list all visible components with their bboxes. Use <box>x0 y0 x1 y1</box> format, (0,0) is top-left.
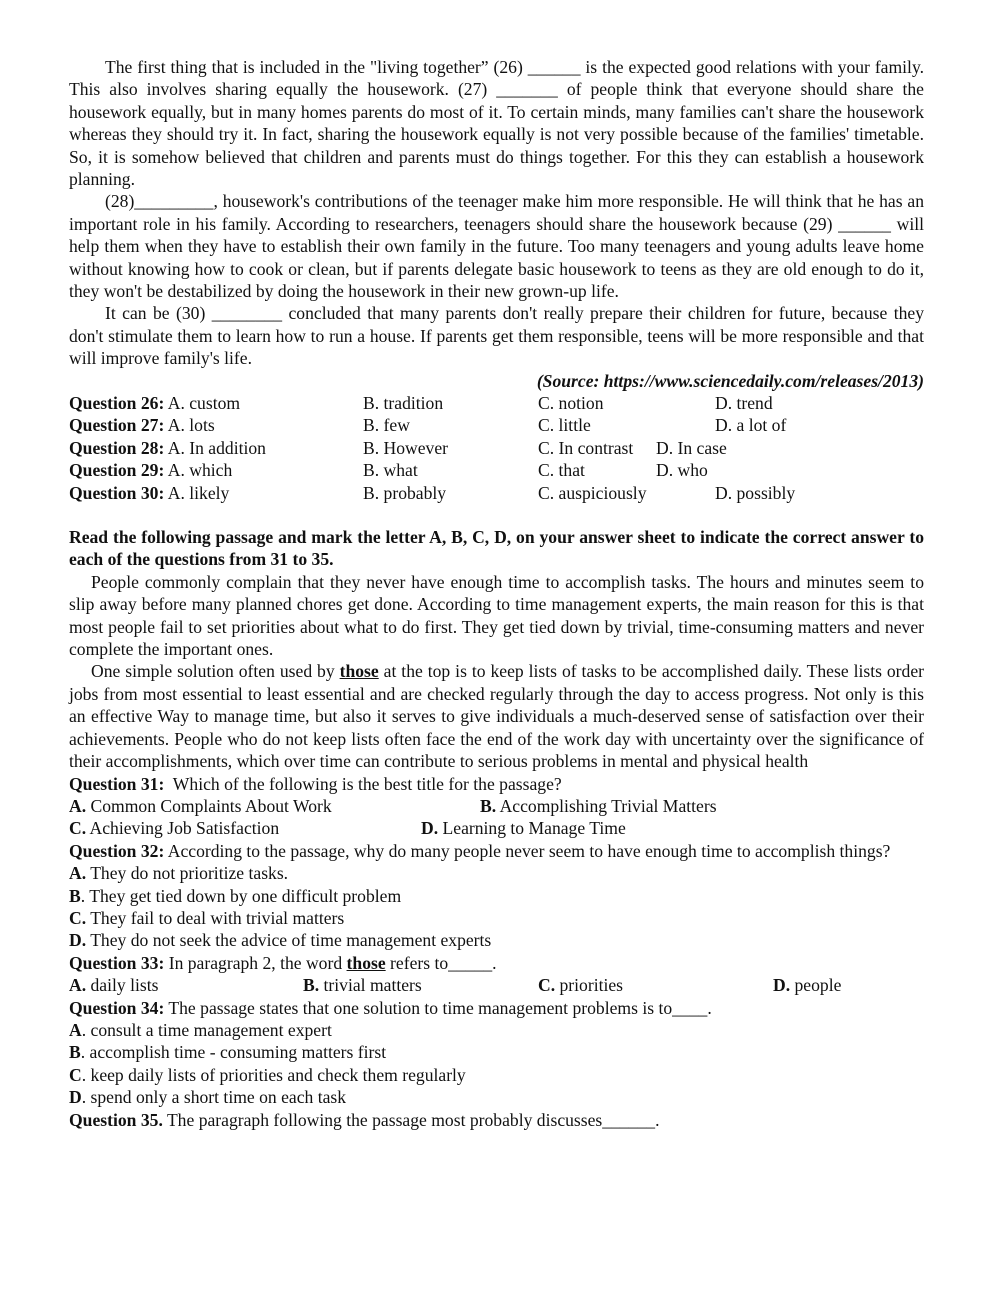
option-a[interactable]: A. which <box>167 460 233 481</box>
option-d[interactable]: D. trend <box>715 393 773 414</box>
option-a[interactable]: A. lots <box>167 415 215 436</box>
option-letter: B. <box>480 795 497 816</box>
question-33-options-row <box>69 974 924 996</box>
option-b[interactable]: B. what <box>363 460 418 481</box>
option-a[interactable] <box>69 974 158 996</box>
passage2-p2-after: at the top is to keep lists of tasks to be accomplished daily. These lists order jobs from most essential to least essential and are checked regularly through the day to access progress. Not only is this an effective Way to manage time, but also it serves to give individuals a much-deserved sense of satisfaction over their achievements. People who do not keep lists often face the end of the work day with uncertainty over the significance of their accomplishments, which over time can contribute to serious problems in mental and physical health <box>69 661 924 772</box>
option-b[interactable] <box>69 885 924 907</box>
passage2-paragraph-1: People commonly complain that they never have enough time to accomplish tasks. The hours and minutes seem to slip away before many planned chores get done. According to time management experts, the main reason for this is that most people fail to set priorities about what to do first. They get tied down by trivial, time-consuming matters and never complete the important ones. <box>69 571 924 660</box>
option-text: daily lists <box>86 975 159 996</box>
question-text-after: refers to_____. <box>385 952 497 973</box>
option-a[interactable] <box>69 795 332 817</box>
option-c[interactable] <box>69 817 279 839</box>
question-27-label-wrap <box>69 414 215 436</box>
question-29-label-wrap <box>69 459 232 481</box>
question-32-stem <box>69 840 924 862</box>
option-text: They fail to deal with trivial matters <box>86 907 345 928</box>
option-letter: B <box>69 1042 81 1063</box>
option-b[interactable] <box>303 974 422 996</box>
option-letter: C. <box>69 818 87 839</box>
option-letter: D. <box>421 818 439 839</box>
option-c[interactable]: C. In contrast <box>538 437 634 458</box>
option-text: Common Complaints About Work <box>86 795 332 816</box>
option-text: . consult a time management expert <box>81 1019 332 1040</box>
option-d[interactable]: D. In case <box>656 437 727 458</box>
option-d[interactable]: D. possibly <box>715 482 796 503</box>
option-a[interactable]: A. In addition <box>167 437 266 458</box>
question-label: Question 33: <box>69 952 165 973</box>
option-d[interactable] <box>69 929 924 951</box>
option-text: Achieving Job Satisfaction <box>86 818 280 839</box>
option-b[interactable]: B. tradition <box>363 393 444 414</box>
option-letter: A <box>69 1019 82 1040</box>
option-a[interactable] <box>69 1019 924 1041</box>
question-label: Question 34: <box>69 997 165 1018</box>
cloze-question-list <box>69 392 924 504</box>
worksheet-page <box>69 56 924 1131</box>
question-33-stem <box>69 952 924 974</box>
option-b[interactable]: B. However <box>363 437 449 458</box>
option-b[interactable] <box>69 1041 924 1063</box>
question-29-row <box>69 459 924 481</box>
option-d[interactable]: D. who <box>656 460 708 481</box>
question-31-options-row-1 <box>69 795 924 817</box>
question-label: Question 28: <box>69 437 165 458</box>
question-label: Question 27: <box>69 415 165 436</box>
source-citation: (Source: https://www.sciencedaily.com/releases/2013) <box>536 370 924 391</box>
option-text: people <box>790 975 842 996</box>
option-letter: B <box>69 885 81 906</box>
option-letter: A. <box>69 795 87 816</box>
question-35-stem <box>69 1109 924 1131</box>
question-26-row <box>69 392 924 414</box>
question-28-row <box>69 437 924 459</box>
option-text: . spend only a short time on each task <box>81 1087 347 1108</box>
question-34-stem <box>69 997 924 1019</box>
question-30-row <box>69 482 924 504</box>
option-c[interactable] <box>69 907 924 929</box>
option-text: Accomplishing Trivial Matters <box>496 795 717 816</box>
question-label: Question 29: <box>69 460 165 481</box>
passage1-paragraph-1: The first thing that is included in the "living together” (26) ______ is the expected good relations with your family. This also involves sharing equally the housework. (27) _______ of people think that everyone should share the housework equally, but in many homes parents do most of it. To certain minds, many families can't share the housework whereas they should try it. In fact, sharing the housework equally is not very possible because of the families' timetable. So, it is somehow believed that children and parents must do things together. For this they can establish a housework planning. <box>69 57 924 190</box>
reading-instruction: Read the following passage and mark the letter A, B, C, D, on your answer sheet to indicate the correct answer to each of the questions from 31 to 35. <box>69 527 924 570</box>
option-c[interactable]: C. that <box>538 460 585 481</box>
option-letter: C. <box>538 975 556 996</box>
question-text-before: In paragraph 2, the word <box>164 952 347 973</box>
question-28-label-wrap <box>69 437 266 459</box>
passage2-paragraph-2 <box>69 660 924 772</box>
question-label: Question 32: <box>69 840 165 861</box>
question-31-options-row-2 <box>69 817 924 839</box>
option-a[interactable]: A. custom <box>167 393 241 414</box>
question-label: Question 31: <box>69 773 165 794</box>
passage1-paragraph-2: (28)_________, housework's contributions of the teenager make him more responsible. He will think that he has an important role in his family. According to researchers, teenagers should share the housework because (29) ______ will help them when they have to establish their own family in the future. Too many teenagers and young adults leave home without knowing how to cook or clean, but if parents delegate basic housework to teens as they are old enough to do it, they won't be destabilized by doing the housework in their new grown-up life. <box>69 191 924 302</box>
option-text: priorities <box>555 975 624 996</box>
option-d[interactable] <box>69 1086 924 1108</box>
option-text: Learning to Manage Time <box>438 818 626 839</box>
option-letter: A. <box>69 975 87 996</box>
option-text: . They get tied down by one difficult problem <box>80 885 402 906</box>
option-d[interactable]: D. a lot of <box>715 415 787 436</box>
option-a[interactable]: A. likely <box>167 482 230 503</box>
option-d[interactable] <box>421 817 626 839</box>
question-31-stem <box>69 773 924 795</box>
highlighted-word-those: those <box>346 952 386 973</box>
option-c[interactable]: C. little <box>538 415 591 436</box>
passage2-p2-before: One simple solution often used by <box>91 661 340 682</box>
option-text: . accomplish time - consuming matters first <box>80 1042 387 1063</box>
question-text: According to the passage, why do many people never seem to have enough time to accomplish things? <box>164 840 891 861</box>
option-b[interactable]: B. probably <box>363 482 447 503</box>
option-text: . keep daily lists of priorities and check them regularly <box>81 1064 466 1085</box>
question-label: Question 35. <box>69 1109 163 1130</box>
question-text: The paragraph following the passage most probably discusses______. <box>162 1109 660 1130</box>
highlighted-word-those: those <box>339 661 379 682</box>
option-letter: D. <box>773 975 791 996</box>
option-letter: D. <box>69 930 87 951</box>
option-c[interactable]: C. notion <box>538 393 604 414</box>
option-letter: C <box>69 1064 82 1085</box>
option-c[interactable] <box>69 1064 924 1086</box>
option-d[interactable] <box>773 974 841 996</box>
option-letter: C. <box>69 907 87 928</box>
passage1-paragraph-3: It can be (30) ________ concluded that many parents don't really prepare their children for future, because they don't stimulate them to learn how to run a house. If parents get them responsible, teens will be more responsible and that will improve family's life. <box>69 303 924 369</box>
option-c[interactable]: C. auspiciously <box>538 482 647 503</box>
question-30-label-wrap <box>69 482 229 504</box>
option-letter: D <box>69 1087 82 1108</box>
option-b[interactable]: B. few <box>363 415 410 436</box>
option-text: trivial matters <box>319 975 422 996</box>
question-text: The passage states that one solution to time management problems is to____. <box>164 997 712 1018</box>
question-26-label-wrap <box>69 392 240 414</box>
question-text: Which of the following is the best title for the passage? <box>164 773 562 794</box>
option-text: They do not seek the advice of time management experts <box>86 930 492 951</box>
question-label: Question 30: <box>69 482 165 503</box>
option-letter: B. <box>303 975 320 996</box>
option-a[interactable] <box>69 862 924 884</box>
question-label: Question 26: <box>69 393 165 414</box>
option-letter: A. <box>69 863 87 884</box>
question-27-row <box>69 414 924 436</box>
option-text: They do not prioritize tasks. <box>86 863 289 884</box>
option-c[interactable] <box>538 974 623 996</box>
option-b[interactable] <box>480 795 717 817</box>
